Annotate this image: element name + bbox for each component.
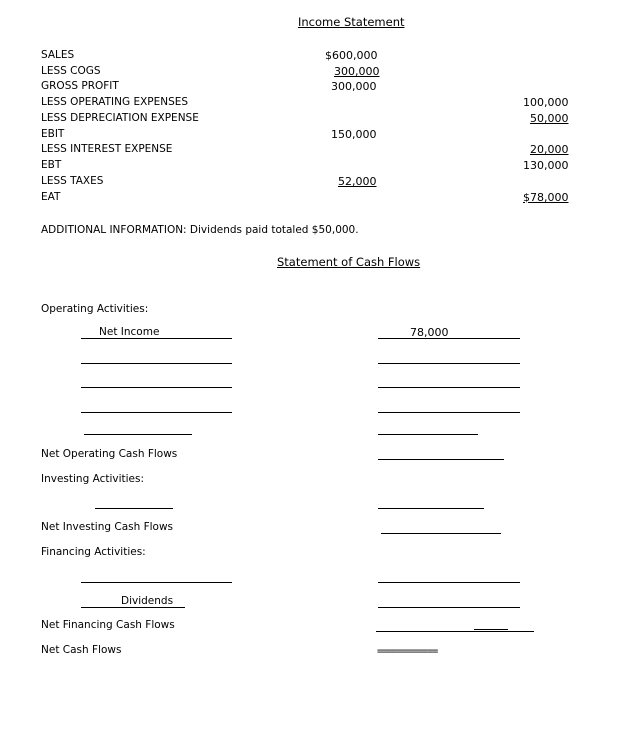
net-financing-value-line (376, 631, 534, 632)
net-cash-double-line: ============ (377, 646, 438, 657)
cogs-label: LESS COGS (41, 65, 101, 77)
operating-blank-line-3 (81, 412, 232, 413)
investing-blank-value-line (378, 508, 484, 509)
interest-label: LESS INTEREST EXPENSE (41, 143, 173, 155)
net-financing-short-line (474, 629, 508, 630)
eat-value: $78,000 (523, 191, 569, 204)
gross-profit-label: GROSS PROFIT (41, 80, 119, 92)
dividends-label: Dividends (121, 595, 174, 607)
net-income-line (81, 338, 232, 339)
operating-blank-line-4 (84, 434, 192, 435)
taxes-label: LESS TAXES (41, 175, 104, 187)
net-investing-value-line (381, 533, 501, 534)
net-income-value-line (378, 338, 520, 339)
financing-blank-line (81, 582, 232, 583)
gross-profit-value: 300,000 (331, 80, 377, 93)
financing-activities-heading: Financing Activities: (41, 546, 146, 558)
opex-label: LESS OPERATING EXPENSES (41, 96, 189, 108)
ebit-label: EBIT (41, 128, 65, 140)
operating-blank-value-line-1 (378, 363, 520, 364)
operating-blank-line-2 (81, 387, 232, 388)
interest-value: 20,000 (530, 143, 569, 156)
dividends-line (81, 607, 185, 608)
dividends-value-line (378, 607, 520, 608)
sales-value: $600,000 (325, 49, 378, 62)
opex-value: 100,000 (523, 96, 569, 109)
cash-flows-title: Statement of Cash Flows (277, 255, 421, 269)
investing-activities-heading: Investing Activities: (41, 473, 145, 485)
income-statement-title: Income Statement (298, 15, 405, 29)
depreciation-value: 50,000 (530, 112, 569, 125)
net-cash-label: Net Cash Flows (41, 644, 122, 656)
operating-blank-value-line-3 (378, 412, 520, 413)
depreciation-label: LESS DEPRECIATION EXPENSE (41, 112, 199, 124)
ebt-value: 130,000 (523, 159, 569, 172)
net-financing-label: Net Financing Cash Flows (41, 619, 175, 631)
taxes-value: 52,000 (338, 175, 377, 188)
cogs-value: 300,000 (334, 65, 380, 78)
operating-blank-value-line-2 (378, 387, 520, 388)
ebt-label: EBT (41, 159, 62, 171)
sales-label: SALES (41, 49, 75, 61)
financing-blank-value-line (378, 582, 520, 583)
net-income-label: Net Income (99, 326, 160, 338)
ebit-value: 150,000 (331, 128, 377, 141)
net-operating-value-line (378, 459, 504, 460)
operating-activities-heading: Operating Activities: (41, 303, 149, 315)
investing-blank-line (95, 508, 173, 509)
operating-blank-value-line-4 (378, 434, 478, 435)
net-investing-label: Net Investing Cash Flows (41, 521, 174, 533)
net-income-value: 78,000 (410, 326, 449, 339)
net-operating-label: Net Operating Cash Flows (41, 448, 178, 460)
operating-blank-line-1 (81, 363, 232, 364)
additional-info: ADDITIONAL INFORMATION: Dividends paid totaled $50,000. (41, 224, 359, 236)
eat-label: EAT (41, 191, 61, 203)
